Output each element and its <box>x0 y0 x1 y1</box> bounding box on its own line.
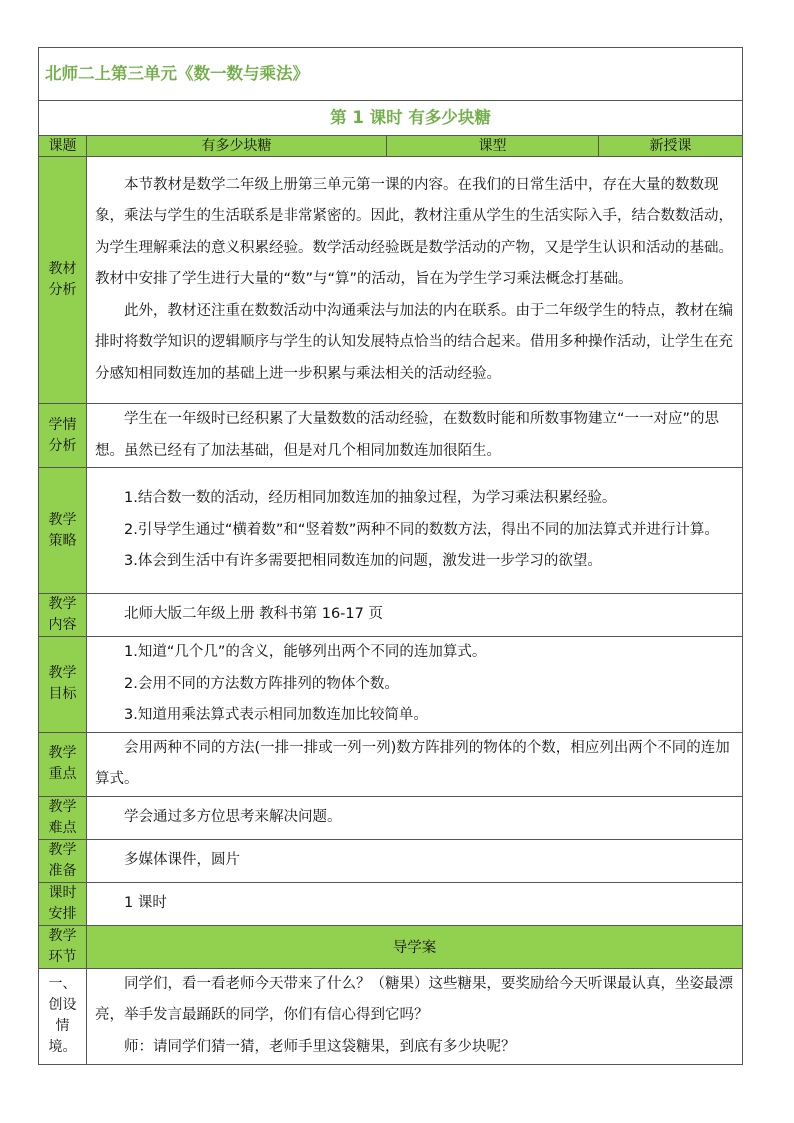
teaching-strategy-text: 1.结合数一数的活动，经历相同加数连加的抽象过程，为学习乘法积累经验。 2.引导学生通过“横着数”和“竖着数”两种不同的数数方法，得出不同的加法算式并进行计算。 3.体会到生活中有许多需要把相同数连加的问题，激发进一步学习的欲望。 <box>87 468 743 594</box>
lesson-plan-document <box>38 47 742 1065</box>
preparation-text: 多媒体课件，圆片 <box>87 839 743 882</box>
teaching-goals-text: 1.知道“几个几”的含义，能够列出两个不同的连加算式。 2.会用不同的方法数方阵排列的物体个数。 3.知道用乘法算式表示相同加数连加比较简单。 <box>87 637 743 733</box>
situation-label: 一、 创设 情 境。 <box>39 968 87 1064</box>
student-analysis-text: 学生在一年级时已经积累了大量数数的活动经验，在数数时能和所数事物建立“一一对应”的思想。虽然已经有了加法基础，但是对几个相同加数连加很陌生。 <box>87 404 743 468</box>
textbook-analysis-label: 教材 分析 <box>39 157 87 404</box>
unit-title: 北师二上第三单元《数一数与乘法》 <box>45 64 309 83</box>
key-points-label: 教学 重点 <box>39 732 87 796</box>
teaching-content-label: 教学 内容 <box>39 594 87 637</box>
topic-label: 课题 <box>39 136 87 157</box>
type-label: 课型 <box>387 136 599 157</box>
guide-plan-header: 导学案 <box>87 925 743 968</box>
textbook-analysis-text: 本节教材是数学二年级上册第三单元第一课的内容。在我们的日常生活中，存在大量的数数现象，乘法与学生的生活联系是非常紧密的。因此，教材注重从学生的生活实际入手，结合数数活动，为学生理解乘法的意义积累经验。数学活动经验既是数学活动的产物，又是学生认识和活动的基础。教材中安排了学生进行大量的“数”与“算”的活动，旨在为学生学习乘法概念打基础。 此外，教材还注重在数数活动中沟通乘法与加法的内在联系。由于二年级学生的特点，教材在编排时将数学知识的逻辑顺序与学生的认知发展特点恰当的结合起来。借用多种操作活动，让学生在充分感知相同数连加的基础上进一步积累与乘法相关的活动经验。 <box>87 157 743 404</box>
student-analysis-label: 学情 分析 <box>39 404 87 468</box>
situation-text: 同学们，看一看老师今天带来了什么？（糖果）这些糖果，要奖励给今天听课最认真，坐姿最漂亮，举手发言最踊跃的同学，你们有信心得到它吗？ 师：请同学们猜一猜，老师手里这袋糖果，到底有多少块呢？ <box>87 968 743 1064</box>
type-value: 新授课 <box>599 136 743 157</box>
teaching-strategy-label: 教学 策略 <box>39 468 87 594</box>
teaching-content-text: 北师大版二年级上册 教科书第 16-17 页 <box>87 594 743 637</box>
lesson-title: 第 1 课时 有多少块糖 <box>39 101 743 136</box>
difficulties-text: 学会通过多方位思考来解决问题。 <box>87 796 743 839</box>
schedule-text: 1 课时 <box>87 882 743 925</box>
preparation-label: 教学 准备 <box>39 839 87 882</box>
unit-title-cell <box>39 48 743 101</box>
topic-value: 有多少块糖 <box>87 136 387 157</box>
key-points-text: 会用两种不同的方法(一排一排或一列一列)数方阵排列的物体的个数，相应列出两个不同的连加算式。 <box>87 732 743 796</box>
schedule-label: 课时 安排 <box>39 882 87 925</box>
teaching-goals-label: 教学 目标 <box>39 637 87 733</box>
lesson-plan-table <box>38 47 743 1065</box>
difficulties-label: 教学 难点 <box>39 796 87 839</box>
process-label: 教学 环节 <box>39 925 87 968</box>
